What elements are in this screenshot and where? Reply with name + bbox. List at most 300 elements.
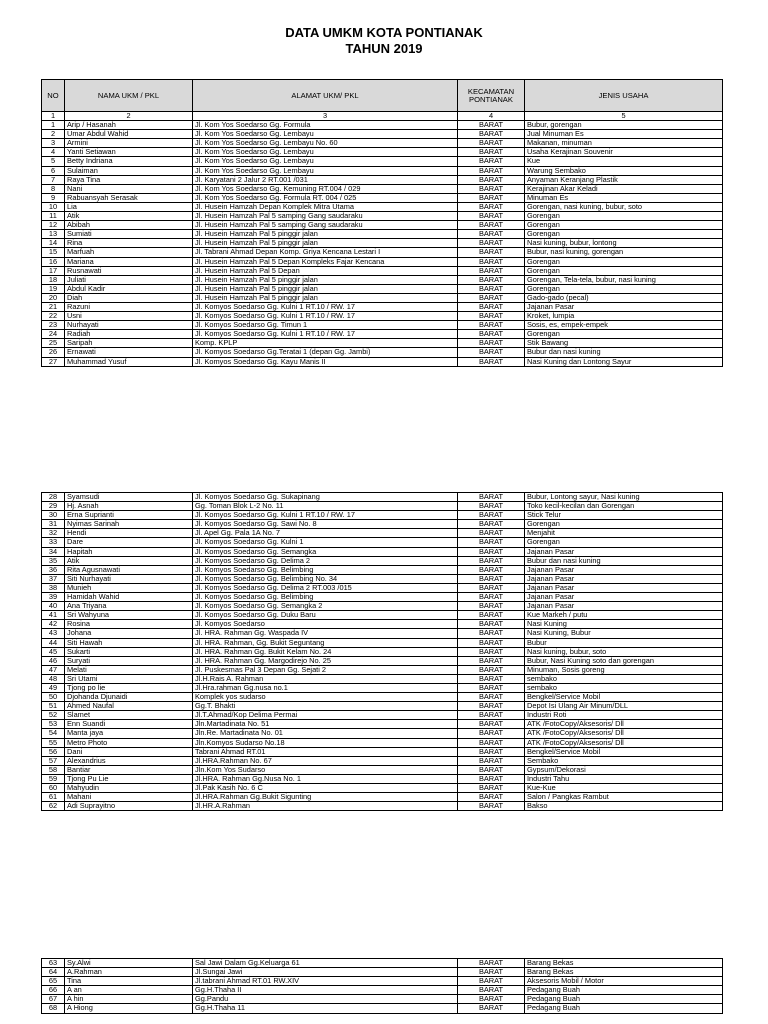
row-jenis-usaha: Menjahit <box>525 529 723 538</box>
row-jenis-usaha: Bengkel/Service Mobil <box>525 693 723 702</box>
row-nama: Sy.Alwi <box>65 959 193 968</box>
row-jenis-usaha: Pedagang Buah <box>525 1004 723 1013</box>
row-nama: Sri Wahyuna <box>65 611 193 620</box>
table-row <box>42 620 723 629</box>
row-no: 48 <box>42 674 65 683</box>
row-alamat: Jl. Komyos Soedarso Gg. Delima 2 <box>193 556 458 565</box>
row-nama: Sumiati <box>65 230 193 239</box>
row-nama: Enn Suandi <box>65 720 193 729</box>
table-row <box>42 968 723 977</box>
row-kecamatan: BARAT <box>458 693 525 702</box>
row-alamat: Gg.H.Thaha II <box>193 986 458 995</box>
row-nama: Metro Photo <box>65 738 193 747</box>
row-jenis-usaha: Gorengan <box>525 221 723 230</box>
row-kecamatan: BARAT <box>458 647 525 656</box>
row-kecamatan: BARAT <box>458 538 525 547</box>
row-alamat: Jl. Komyos Soedarso <box>193 620 458 629</box>
row-nama: Munieh <box>65 583 193 592</box>
row-no: 63 <box>42 959 65 968</box>
row-alamat: Jl.tabrani Ahmad RT.01 RW.XIV <box>193 977 458 986</box>
row-no: 51 <box>42 702 65 711</box>
row-kecamatan: BARAT <box>458 166 525 175</box>
row-no: 31 <box>42 520 65 529</box>
row-jenis-usaha: Industri Tahu <box>525 774 723 783</box>
row-alamat: Jl.T.Ahmad/Kop Delima Permai <box>193 711 458 720</box>
row-jenis-usaha: Barang Bekas <box>525 959 723 968</box>
row-nama: Abdul Kadir <box>65 284 193 293</box>
row-kecamatan: BARAT <box>458 986 525 995</box>
table-row <box>42 638 723 647</box>
row-jenis-usaha: sembako <box>525 674 723 683</box>
table-row <box>42 693 723 702</box>
row-no: 34 <box>42 547 65 556</box>
row-kecamatan: BARAT <box>458 565 525 574</box>
row-kecamatan: BARAT <box>458 720 525 729</box>
table-row <box>42 756 723 765</box>
row-nama: Mahyudin <box>65 784 193 793</box>
row-jenis-usaha: Toko kecil-kecilan dan Gorengan <box>525 502 723 511</box>
table-row <box>42 784 723 793</box>
row-alamat: Jln.Martadinata No. 51 <box>193 720 458 729</box>
row-alamat: Jl.HR.A.Rahman <box>193 802 458 811</box>
table-row <box>42 221 723 230</box>
row-alamat: Jl. Komyos Soedarso Gg. Sukapinang <box>193 493 458 502</box>
row-jenis-usaha: Jajanan Pasar <box>525 583 723 592</box>
row-kecamatan: BARAT <box>458 683 525 692</box>
row-kecamatan: BARAT <box>458 321 525 330</box>
table-row <box>42 248 723 257</box>
row-kecamatan: BARAT <box>458 520 525 529</box>
row-no: 61 <box>42 793 65 802</box>
table-row <box>42 977 723 986</box>
row-jenis-usaha: ATK /FotoCopy/Aksesoris/ Dll <box>525 729 723 738</box>
row-jenis-usaha: Nasi Kuning, Bubur <box>525 629 723 638</box>
row-jenis-usaha: Bubur <box>525 638 723 647</box>
table-row <box>42 986 723 995</box>
row-alamat: Jl. Komyos Soedarso Gg. Kulni 1 RT.10 / RW. 17 <box>193 312 458 321</box>
row-nama: Melati <box>65 665 193 674</box>
table-row <box>42 520 723 529</box>
table-row <box>42 711 723 720</box>
table-row <box>42 529 723 538</box>
row-nama: Rina <box>65 239 193 248</box>
row-kecamatan: BARAT <box>458 593 525 602</box>
row-nama: A Hiong <box>65 1004 193 1013</box>
row-jenis-usaha: Anyaman Keranjang Plastik <box>525 175 723 184</box>
row-kecamatan: BARAT <box>458 202 525 211</box>
table-row <box>42 665 723 674</box>
table-row <box>42 793 723 802</box>
row-kecamatan: BARAT <box>458 302 525 311</box>
row-alamat: Jl. Komyos Soedarso Gg. Belimbing No. 34 <box>193 574 458 583</box>
table-row <box>42 184 723 193</box>
row-no: 55 <box>42 738 65 747</box>
row-jenis-usaha: Sembako <box>525 756 723 765</box>
table-row <box>42 239 723 248</box>
row-kecamatan: BARAT <box>458 221 525 230</box>
row-nama: Siti Hawah <box>65 638 193 647</box>
row-no: 65 <box>42 977 65 986</box>
table-row <box>42 511 723 520</box>
row-kecamatan: BARAT <box>458 121 525 130</box>
row-no: 32 <box>42 529 65 538</box>
row-no: 45 <box>42 647 65 656</box>
row-no: 50 <box>42 693 65 702</box>
row-no: 28 <box>42 493 65 502</box>
row-no: 24 <box>42 330 65 339</box>
row-no: 64 <box>42 968 65 977</box>
table-row <box>42 765 723 774</box>
row-alamat: Jl. Husein Hamzah Pal 5 pinggir jalan <box>193 284 458 293</box>
table-row <box>42 193 723 202</box>
row-alamat: Jl. Komyos Soedarso Gg.Teratai 1 (depan Gg. Jambi) <box>193 348 458 357</box>
row-jenis-usaha: Jajanan Pasar <box>525 565 723 574</box>
row-kecamatan: BARAT <box>458 611 525 620</box>
row-jenis-usaha: Kroket, lumpia <box>525 312 723 321</box>
row-nama: Ahmed Naufal <box>65 702 193 711</box>
table-row <box>42 647 723 656</box>
row-jenis-usaha: Jajanan Pasar <box>525 574 723 583</box>
row-no: 23 <box>42 321 65 330</box>
row-nama: Razuni <box>65 302 193 311</box>
row-kecamatan: BARAT <box>458 959 525 968</box>
row-alamat: Jl. Husein Hamzah Pal 5 Depan <box>193 266 458 275</box>
row-jenis-usaha: Nasi kuning, bubur, lontong <box>525 239 723 248</box>
row-alamat: Jl. Komyos Soedarso Gg. Delima 2 RT.003 /015 <box>193 583 458 592</box>
row-no: 53 <box>42 720 65 729</box>
row-no: 41 <box>42 611 65 620</box>
row-nama: Tjong Pu Lie <box>65 774 193 783</box>
row-nama: A an <box>65 986 193 995</box>
row-jenis-usaha: Gorengan, Tela-tela, bubur, nasi kuning <box>525 275 723 284</box>
row-jenis-usaha: Gorengan <box>525 538 723 547</box>
table-row <box>42 293 723 302</box>
row-nama: Atik <box>65 556 193 565</box>
row-nama: Hj. Asnah <box>65 502 193 511</box>
table-row <box>42 574 723 583</box>
row-kecamatan: BARAT <box>458 793 525 802</box>
row-kecamatan: BARAT <box>458 266 525 275</box>
row-no: 58 <box>42 765 65 774</box>
table-row <box>42 148 723 157</box>
row-no: 6 <box>42 166 65 175</box>
row-alamat: Jl. HRA. Rahman Gg. Bukit Kelam No. 24 <box>193 647 458 656</box>
table-row <box>42 538 723 547</box>
row-kecamatan: BARAT <box>458 802 525 811</box>
row-jenis-usaha: Nasi Kuning <box>525 620 723 629</box>
row-nama: Usni <box>65 312 193 321</box>
row-nama: Nurhayati <box>65 321 193 330</box>
row-nama: Adi Suprayitno <box>65 802 193 811</box>
row-jenis-usaha: Jajanan Pasar <box>525 302 723 311</box>
row-jenis-usaha: Bubur, nasi kuning, gorengan <box>525 248 723 257</box>
row-nama: Nani <box>65 184 193 193</box>
row-jenis-usaha: Gorengan <box>525 520 723 529</box>
row-kecamatan: BARAT <box>458 502 525 511</box>
row-nama: Rita Agusnawati <box>65 565 193 574</box>
row-jenis-usaha: Jajanan Pasar <box>525 547 723 556</box>
table-row <box>42 321 723 330</box>
row-nama: Johana <box>65 629 193 638</box>
column-number: 2 <box>65 112 193 121</box>
row-jenis-usaha: Stick Telur <box>525 511 723 520</box>
header-kecamatan-line2: PONTIANAK <box>469 94 513 104</box>
row-nama: Ernawati <box>65 348 193 357</box>
row-alamat: Jl. Komyos Soedarso Gg. Kulni 1 RT.10 / RW. 17 <box>193 302 458 311</box>
row-alamat: Jl. Kom Yos Soedarso Gg. Formula <box>193 121 458 130</box>
row-alamat: Jl. Husein Hamzah Pal 5 Depan Kompleks Fajar Kencana <box>193 257 458 266</box>
row-kecamatan: BARAT <box>458 556 525 565</box>
row-jenis-usaha: Bubur, gorengan <box>525 121 723 130</box>
table-row <box>42 166 723 175</box>
row-jenis-usaha: Gorengan <box>525 230 723 239</box>
row-kecamatan: BARAT <box>458 656 525 665</box>
table-row <box>42 656 723 665</box>
row-nama: Suryati <box>65 656 193 665</box>
row-jenis-usaha: Gorengan, nasi kuning, bubur, soto <box>525 202 723 211</box>
row-jenis-usaha: Aksesoris Mobil / Motor <box>525 977 723 986</box>
table-row <box>42 139 723 148</box>
row-alamat: Jl.H.Rais A. Rahman <box>193 674 458 683</box>
row-kecamatan: BARAT <box>458 547 525 556</box>
row-alamat: Jl. Komyos Soedarso Gg. Semangka <box>193 547 458 556</box>
row-nama: Tina <box>65 977 193 986</box>
row-no: 66 <box>42 986 65 995</box>
row-kecamatan: BARAT <box>458 765 525 774</box>
row-alamat: Komp. KPLP <box>193 339 458 348</box>
table-row <box>42 593 723 602</box>
row-nama: Mahani <box>65 793 193 802</box>
row-no: 13 <box>42 230 65 239</box>
row-alamat: Jl. Komyos Soedarso Gg. Kulni 1 RT.10 / RW. 17 <box>193 511 458 520</box>
row-no: 27 <box>42 357 65 366</box>
table-row <box>42 774 723 783</box>
row-alamat: Jl. Puskesmas Pal 3 Depan Gg. Sejati 2 <box>193 665 458 674</box>
column-number: 5 <box>525 112 723 121</box>
row-jenis-usaha: Usaha Kerajinan Souvenir <box>525 148 723 157</box>
row-alamat: Jln.Re. Martadinata No. 01 <box>193 729 458 738</box>
row-jenis-usaha: Pedagang Buah <box>525 995 723 1004</box>
document-title: DATA UMKM KOTA PONTIANAK <box>285 25 483 40</box>
row-kecamatan: BARAT <box>458 184 525 193</box>
row-kecamatan: BARAT <box>458 293 525 302</box>
row-alamat: Jl. Kom Yos Soedarso Gg. Kemuning RT.004 / 029 <box>193 184 458 193</box>
row-kecamatan: BARAT <box>458 738 525 747</box>
table-row <box>42 720 723 729</box>
table-row <box>42 729 723 738</box>
row-kecamatan: BARAT <box>458 193 525 202</box>
row-nama: Sukarti <box>65 647 193 656</box>
row-jenis-usaha: Industri Roti <box>525 711 723 720</box>
row-kecamatan: BARAT <box>458 711 525 720</box>
row-kecamatan: BARAT <box>458 784 525 793</box>
table-row <box>42 547 723 556</box>
table-row <box>42 275 723 284</box>
row-alamat: Komplek yos sudarso <box>193 693 458 702</box>
row-nama: A.Rahman <box>65 968 193 977</box>
row-no: 68 <box>42 1004 65 1013</box>
row-nama: Juliati <box>65 275 193 284</box>
row-alamat: Jl. Komyos Soedarso Gg. Duku Baru <box>193 611 458 620</box>
row-no: 59 <box>42 774 65 783</box>
row-no: 29 <box>42 502 65 511</box>
row-alamat: Gg. Toman Blok L-2 No. 11 <box>193 502 458 511</box>
column-number: 3 <box>193 112 458 121</box>
row-jenis-usaha: Minuman Es <box>525 193 723 202</box>
table-row <box>42 556 723 565</box>
row-kecamatan: BARAT <box>458 157 525 166</box>
row-nama: Djohanda Djunaidi <box>65 693 193 702</box>
table-row <box>42 802 723 811</box>
row-nama: Bantiar <box>65 765 193 774</box>
row-alamat: Jl. Kom Yos Soedarso Gg. Lembayu <box>193 148 458 157</box>
row-jenis-usaha: Bengkel/Service Mobil <box>525 747 723 756</box>
row-alamat: Jln.Komyos Sudarso No.18 <box>193 738 458 747</box>
row-nama: Hapitah <box>65 547 193 556</box>
row-kecamatan: BARAT <box>458 148 525 157</box>
row-no: 26 <box>42 348 65 357</box>
row-alamat: Jl.HRA. Rahman Gg.Nusa No. 1 <box>193 774 458 783</box>
row-kecamatan: BARAT <box>458 574 525 583</box>
row-alamat: Jl.Pak Kasih No. 6 C <box>193 784 458 793</box>
row-alamat: Jl. Komyos Soedarso Gg. Belimbing <box>193 593 458 602</box>
row-nama: Raya Tina <box>65 175 193 184</box>
row-no: 36 <box>42 565 65 574</box>
row-no: 10 <box>42 202 65 211</box>
row-no: 37 <box>42 574 65 583</box>
row-alamat: Gg.Pandu <box>193 995 458 1004</box>
row-alamat: Jln.Kom Yos Sudarso <box>193 765 458 774</box>
row-alamat: Jl. HRA. Rahman Gg. Waspada IV <box>193 629 458 638</box>
row-no: 8 <box>42 184 65 193</box>
row-no: 35 <box>42 556 65 565</box>
row-jenis-usaha: Bakso <box>525 802 723 811</box>
row-kecamatan: BARAT <box>458 284 525 293</box>
row-jenis-usaha: Nasi Kuning dan Lontong Sayur <box>525 357 723 366</box>
table-row <box>42 493 723 502</box>
row-kecamatan: BARAT <box>458 665 525 674</box>
row-kecamatan: BARAT <box>458 239 525 248</box>
table-row <box>42 121 723 130</box>
header-nama: NAMA UKM / PKL <box>65 80 193 112</box>
row-nama: Dare <box>65 538 193 547</box>
row-nama: Ana Triyana <box>65 602 193 611</box>
row-alamat: Jl. Komyos Soedarso Gg. Sawi No. 8 <box>193 520 458 529</box>
row-jenis-usaha: Kue Markeh / putu <box>525 611 723 620</box>
row-alamat: Jl. Kom Yos Soedarso Gg. Lembayu <box>193 166 458 175</box>
row-jenis-usaha: Barang Bekas <box>525 968 723 977</box>
row-kecamatan: BARAT <box>458 638 525 647</box>
row-kecamatan: BARAT <box>458 257 525 266</box>
row-kecamatan: BARAT <box>458 968 525 977</box>
row-nama: Muhammad Yusuf <box>65 357 193 366</box>
row-kecamatan: BARAT <box>458 977 525 986</box>
row-jenis-usaha: Nasi kuning, bubur, soto <box>525 647 723 656</box>
umkm-table-section-2 <box>41 492 723 811</box>
row-nama: Slamet <box>65 711 193 720</box>
row-kecamatan: BARAT <box>458 348 525 357</box>
row-no: 42 <box>42 620 65 629</box>
row-kecamatan: BARAT <box>458 493 525 502</box>
row-alamat: Jl. Husein Hamzah Pal 5 pinggir jalan <box>193 230 458 239</box>
row-alamat: Jl. Kom Yos Soedarso Gg. Lembayu <box>193 157 458 166</box>
row-nama: Betty Indriana <box>65 157 193 166</box>
row-jenis-usaha: Bubur dan nasi kuning <box>525 556 723 565</box>
table-row <box>42 330 723 339</box>
row-alamat: Jl. Komyos Soedarso Gg. Kulni 1 RT.10 / RW. 17 <box>193 330 458 339</box>
row-nama: Diah <box>65 293 193 302</box>
row-nama: Sri Utami <box>65 674 193 683</box>
row-no: 5 <box>42 157 65 166</box>
row-nama: A hin <box>65 995 193 1004</box>
row-no: 11 <box>42 212 65 221</box>
row-nama: Armini <box>65 139 193 148</box>
row-nama: Arip / Hasanah <box>65 121 193 130</box>
row-kecamatan: BARAT <box>458 230 525 239</box>
row-kecamatan: BARAT <box>458 995 525 1004</box>
row-jenis-usaha: Gorengan <box>525 212 723 221</box>
row-nama: Atik <box>65 212 193 221</box>
row-jenis-usaha: Pedagang Buah <box>525 986 723 995</box>
row-jenis-usaha: Stik Bawang <box>525 339 723 348</box>
row-jenis-usaha: Makanan, minuman <box>525 139 723 148</box>
row-no: 56 <box>42 747 65 756</box>
row-nama: Rosina <box>65 620 193 629</box>
row-nama: Mariana <box>65 257 193 266</box>
row-alamat: Jl. Kom Yos Soedarso Gg. Formula RT. 004 / 025 <box>193 193 458 202</box>
row-nama: Saripah <box>65 339 193 348</box>
row-no: 25 <box>42 339 65 348</box>
row-alamat: Jl. Karyatani 2 Jalur 2 RT.001 /031 <box>193 175 458 184</box>
row-alamat: Jl. Apel Gg. Pala 1A No. 7 <box>193 529 458 538</box>
row-no: 22 <box>42 312 65 321</box>
row-alamat: Gg.T. Bhakti <box>193 702 458 711</box>
row-no: 52 <box>42 711 65 720</box>
row-alamat: Jl. Husein Hamzah Pal 5 pinggir jalan <box>193 239 458 248</box>
row-no: 4 <box>42 148 65 157</box>
table-row <box>42 175 723 184</box>
row-kecamatan: BARAT <box>458 620 525 629</box>
row-alamat: Jl.Hra.rahman Gg.nusa no.1 <box>193 683 458 692</box>
row-no: 7 <box>42 175 65 184</box>
header-no: NO <box>42 80 65 112</box>
table-row <box>42 565 723 574</box>
document-subtitle: TAHUN 2019 <box>345 41 423 56</box>
row-jenis-usaha: Jajanan Pasar <box>525 593 723 602</box>
row-alamat: Gg.H.Thaha 11 <box>193 1004 458 1013</box>
row-nama: Erna Suprianti <box>65 511 193 520</box>
row-kecamatan: BARAT <box>458 702 525 711</box>
row-no: 47 <box>42 665 65 674</box>
table-row <box>42 312 723 321</box>
row-nama: Rabuansyah Serasak <box>65 193 193 202</box>
row-kecamatan: BARAT <box>458 729 525 738</box>
row-jenis-usaha: ATK /FotoCopy/Aksesoris/ Dll <box>525 720 723 729</box>
row-nama: Hamidah Wahid <box>65 593 193 602</box>
row-no: 1 <box>42 121 65 130</box>
row-no: 2 <box>42 130 65 139</box>
row-jenis-usaha: Minuman, Sosis goreng <box>525 665 723 674</box>
row-no: 20 <box>42 293 65 302</box>
row-kecamatan: BARAT <box>458 339 525 348</box>
row-no: 33 <box>42 538 65 547</box>
row-jenis-usaha: Jual Minuman Es <box>525 130 723 139</box>
header-jenis-usaha: JENIS USAHA <box>525 80 723 112</box>
row-nama: Lia <box>65 202 193 211</box>
row-jenis-usaha: Warung Sembako <box>525 166 723 175</box>
row-kecamatan: BARAT <box>458 747 525 756</box>
row-nama: Dani <box>65 747 193 756</box>
